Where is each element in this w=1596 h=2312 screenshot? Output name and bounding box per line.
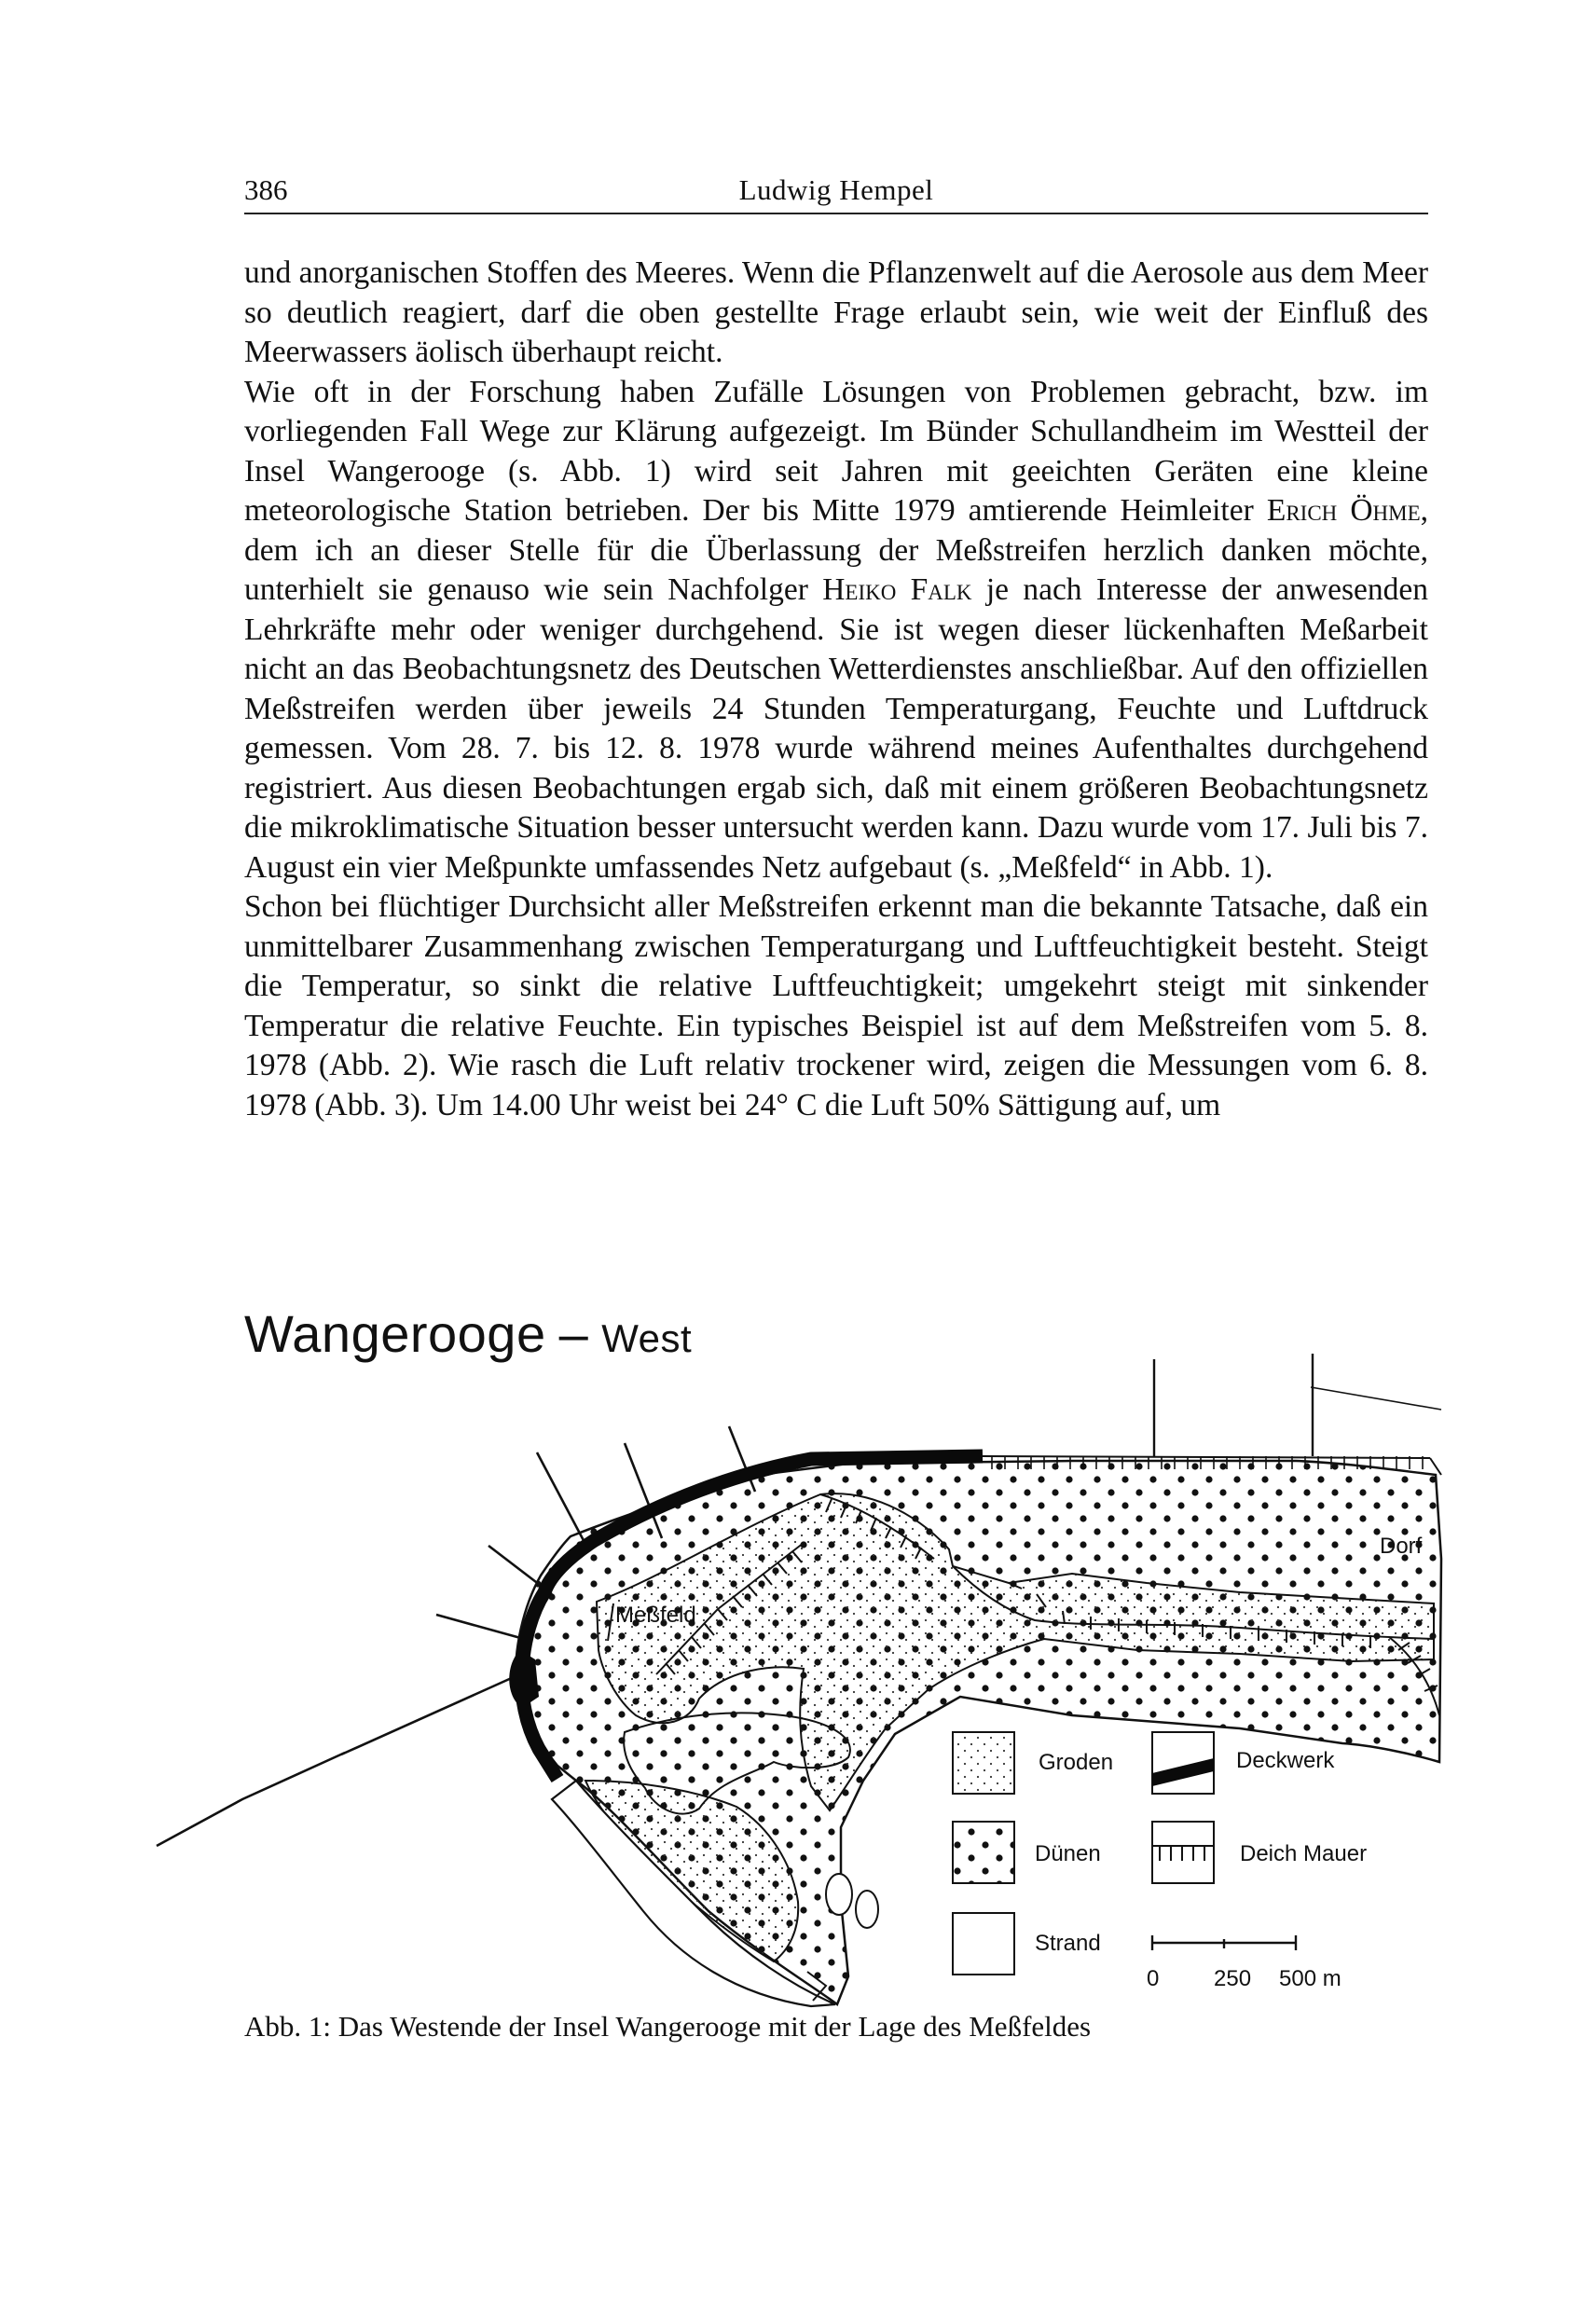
body-text (244, 254, 1428, 1125)
legend-strand-swatch (953, 1913, 1014, 1975)
scale-tick-0: 0 (1147, 1966, 1160, 1991)
paragraph-2 (244, 373, 1428, 888)
running-head: Ludwig Hempel (738, 173, 934, 206)
legend-deich-label: Deich Mauer (1240, 1841, 1368, 1866)
paragraph-2-part-a: Wie oft in der Forschung haben Zufälle Lösungen von Problemen gebracht, bzw. im vorliegenden Fall Wege zur Klärung aufgezeigt. Im Bünder Schullandheim im Westteil der Insel Wangerooge (s. Abb. 1) wird seit Jahren mit geeichten Geräten eine kleine meteorologische Station betrieben. Der bis Mitte 1979 amtierende Heimleiter (244, 374, 1428, 528)
legend-duenen-swatch (953, 1822, 1014, 1883)
map-figure (140, 1342, 1445, 2014)
person-name-falk: Heiko Falk (822, 572, 972, 607)
dorf-label: Dorf (1380, 1534, 1423, 1559)
paragraph-1: und anorganischen Stoffen des Meeres. Wenn die Pflanzenwelt auf die Aerosole aus dem Meer so deutlich reagiert, darf die oben gestellte Frage erlaubt sein, wie weit der Einfluß des Meerwassers äolisch überhaupt reicht. (244, 255, 1428, 369)
paragraph-3: Schon bei flüchtiger Durchsicht aller Meßstreifen erkennt man die bekannte Tatsache, daß ein unmittelbarer Zusammenhang zwischen Temperaturgang und Luftfeuchtigkeit besteht. Steigt die Temperatur, so sinkt die relative Luftfeuchtigkeit; umgekehrt steigt mit sinkender Temperatur die relative Feuchte. Ein typisches Beispiel ist auf dem Meßstreifen vom 5. 8. 1978 (Abb. 2). Wie rasch die Luft relativ trockener wird, zeigen die Messungen vom 6. 8. 1978 (Abb. 3). Um 14.00 Uhr weist bei 24° C die Luft 50% Sättigung auf, um (244, 889, 1428, 1122)
page-number: 386 (244, 173, 288, 206)
map-title-dash: – (558, 1304, 589, 1363)
page-header (244, 166, 1428, 214)
map-legend (953, 1732, 1367, 1991)
legend-deckwerk-label: Deckwerk (1236, 1748, 1335, 1773)
paragraph-2-part-c: je nach Interesse der anwesenden Lehrkräfte mehr oder weniger durchgehend. Sie ist wegen dieser lückenhaften Meßarbeit nicht an das Beobachtungsnetz des Deutschen Wetterdienstes anschließbar. Auf den offiziellen Meßstreifen werden über jeweils 24 Stunden Temperaturgang, Feuchte und Luftdruck gemessen. Vom 28. 7. bis 12. 8. 1978 wurde während meines Aufenthaltes durchgehend registriert. Aus diesen Beobachtungen ergab sich, daß mit einem größeren Beobachtungsnetz die mikroklimatische Situation besser untersucht werden kann. Dazu wurde vom 17. Juli bis 7. August ein vier Meßpunkte umfassendes Netz aufgebaut (s. „Meßfeld“ in Abb. 1). (244, 572, 1429, 885)
legend-duenen-label: Dünen (1035, 1841, 1101, 1866)
map-title-main: Wangerooge (244, 1304, 546, 1363)
messfeld-label: Meßfeld (615, 1603, 696, 1628)
pond-2 (856, 1891, 878, 1928)
paragraph-2-part-b: , dem ich an dieser Stelle für die Überlassung der Meßstreifen herzlich danken möchte, unterhielt sie genauso wie sein Nachfolger (244, 493, 1429, 607)
long-groyne (157, 1753, 345, 1846)
dike-north (983, 1354, 1441, 1475)
map-title-sub: West (601, 1316, 693, 1360)
scale-tick-250: 250 (1214, 1966, 1252, 1991)
person-name-oehme: Erich Öhme (1266, 493, 1421, 528)
figure-caption: Abb. 1: Das Westende der Insel Wangerooge mit der Lage des Meßfeldes (244, 2010, 1092, 2043)
map-svg (140, 1342, 1445, 2014)
legend-groden-label: Groden (1039, 1750, 1114, 1775)
legend-strand-label: Strand (1035, 1931, 1101, 1956)
pond-1 (826, 1874, 852, 1915)
legend-groden-swatch (953, 1732, 1014, 1794)
scale-tick-500: 500 m (1279, 1966, 1341, 1991)
scale-bar (1152, 1935, 1296, 1950)
